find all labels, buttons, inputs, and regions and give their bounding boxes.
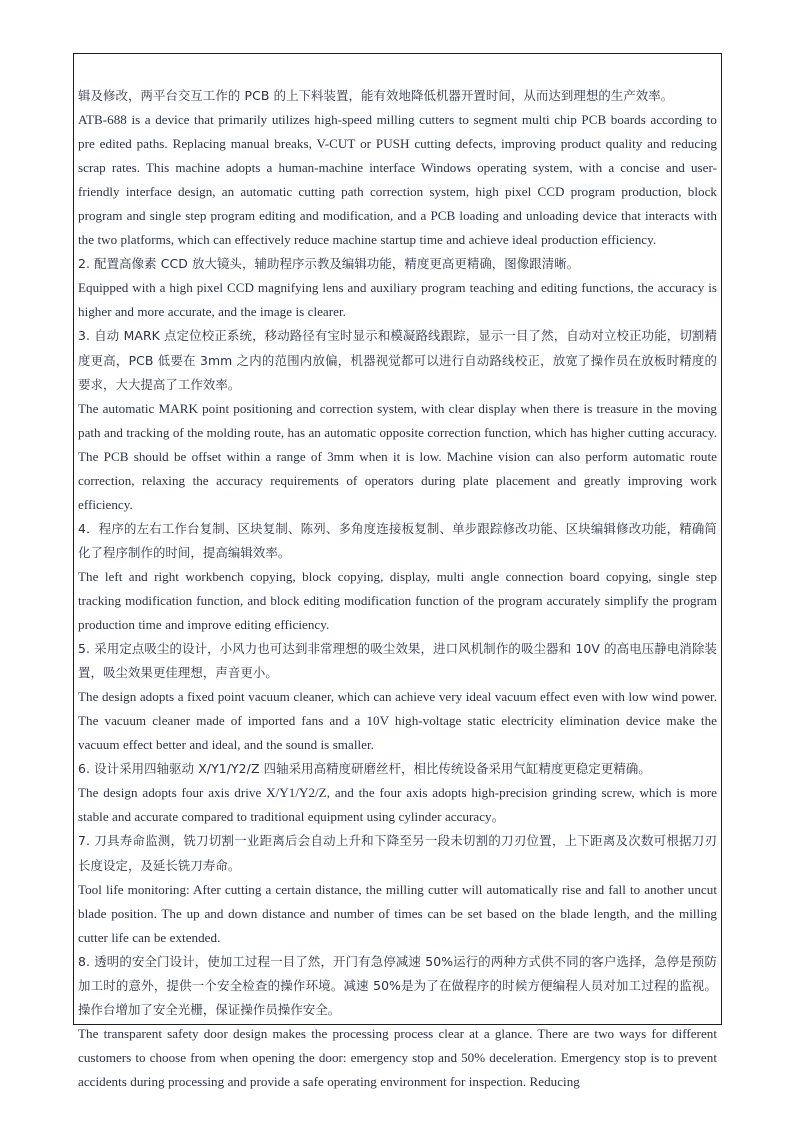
- item-5-english: The design adopts a fixed point vacuum cleaner, which can achieve very ideal vacuum effect even with low wind power. The vacuum cleaner made of imported fans and a 10V high-voltage static electricity elimination device make the vacuum effect better and ideal, and the sound is smaller.: [78, 689, 717, 753]
- item-5-chinese: 5. 采用定点吸尘的设计，小风力也可达到非常理想的吸尘效果，进口风机制作的吸尘器和 10V 的高电压静电消除装置，吸尘效果更佳理想，声音更小。: [78, 641, 717, 681]
- item-4-chinese: 4．程序的左右工作台复制、区块复制、陈列、多角度连接板复制、单步跟踪修改功能、区块编辑修改功能，精确简化了程序制作的时间，提高编辑效率。: [78, 520, 717, 560]
- page-content-area: [74, 54, 721, 1089]
- document-body: [78, 84, 717, 1094]
- page-border-frame: [73, 53, 722, 1089]
- item-6-english: The design adopts four axis drive X/Y1/Y2/Z, and the four axis adopts high-precision grinding screw, which is more stable and accurate compared to traditional equipment using cylinder accuracy。: [78, 785, 717, 825]
- item-8-chinese: 8. 透明的安全门设计，使加工过程一目了然，开门有急停减速 50%运行的两种方式供不同的客户选择，急停是预防加工时的意外，提供一个安全检查的操作环境。减速 50%是为了在做程序的时候方便编程人员对加工过程的监视。操作台增加了安全光栅，保证操作员操作安全。: [78, 953, 717, 1017]
- item-8-english: The transparent safety door design makes the processing process clear at a glance. There are two ways for different customers to choose from when opening the door: emergency stop and 50% deceleration. Emergency stop is to prevent accidents during processing and provide a safe operating environment for inspection. Reducing: [78, 1025, 717, 1089]
- paragraph-1-english: ATB-688 is a device that primarily utilizes high-speed milling cutters to segment multi chip PCB boards according to pre edited paths. Replacing manual breaks, V-CUT or PUSH cutting defects, improving product quality and reducing scrap rates. This machine adopts a human-machine interface Windows operating system, with a concise and user-friendly interface design, an automatic cutting path correction system, high pixel CCD program production, block program and single step program editing and modification, and a PCB loading and unloading device that interacts with the two platforms, which can effectively reduce machine startup time and achieve ideal production efficiency.: [78, 112, 717, 248]
- item-3-english: The automatic MARK point positioning and correction system, with clear display when there is treasure in the moving path and tracking of the molding route, has an automatic opposite correction function, which has higher cutting accuracy. The PCB should be offset within a range of 3mm when it is low. Machine vision can also perform automatic route correction, relaxing the accuracy requirements of operators during plate placement and greatly improving work efficiency.: [78, 400, 717, 512]
- item-2-english: Equipped with a high pixel CCD magnifying lens and auxiliary program teaching and editing functions, the accuracy is higher and more accurate, and the image is clearer.: [78, 280, 717, 320]
- item-6-chinese: 6. 设计采用四轴驱动 X/Y1/Y2/Z 四轴采用高精度研磨丝杆，相比传统设备采用气缸精度更稳定更精确。: [78, 761, 651, 777]
- item-3-chinese: 3. 自动 MARK 点定位校正系统，移动路径有宝时显示和模凝路线跟踪，显示一目了然，自动对立校正功能，切割精度更高，PCB 低要在 3mm 之内的范围内放偏，机器视觉都可以进行自动路线校正，放宽了操作员在放板时精度的要求，大大提高了工作效率。: [78, 328, 717, 392]
- item-2-chinese: 2. 配置高像素 CCD 放大镜头，辅助程序示教及编辑功能，精度更高更精确，图像跟清晰。: [78, 256, 580, 272]
- paragraph-1-chinese-continuation: 辑及修改，两平台交互工作的 PCB 的上下料装置，能有效地降低机器开置时间，从而达到理想的生产效率。: [78, 88, 674, 103]
- item-7-english: Tool life monitoring: After cutting a certain distance, the milling cutter will automatically rise and fall to another uncut blade position. The up and down distance and number of times can be set based on the blade length, and the milling cutter life can be extended.: [78, 881, 717, 945]
- item-4-english: The left and right workbench copying, block copying, display, multi angle connection board copying, single step tracking modification function, and block editing modification function of the program accurately simplify the program production time and improve editing efficiency.: [78, 568, 717, 633]
- item-7-chinese: 7. 刀具寿命监测，铣刀切割一业距离后会自动上升和下降至另一段未切割的刀刃位置，上下距离及次数可根据刀刃长度设定，及延长铣刀寿命。: [78, 833, 717, 873]
